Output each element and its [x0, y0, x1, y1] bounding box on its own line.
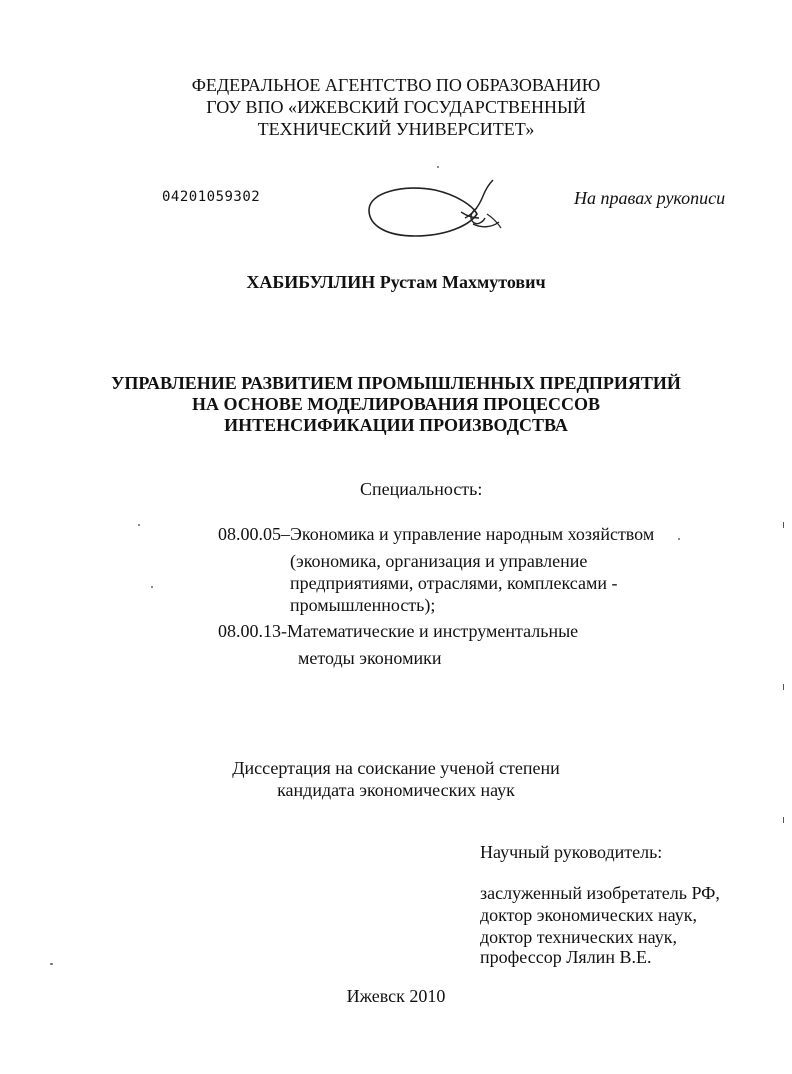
- supervisor-line3: доктор технических наук,: [480, 927, 677, 947]
- place-year: Ижевск 2010: [346, 986, 446, 1006]
- author-name: ХАБИБУЛЛИН Рустам Махмутович: [246, 272, 546, 292]
- scan-speck: [138, 524, 140, 526]
- catalog-number: 04201059302: [162, 189, 261, 205]
- handwritten-signature: [365, 178, 515, 248]
- manuscript-rights: На правах рукописи: [574, 188, 726, 208]
- supervisor-line4: профессор Лялин В.Е.: [480, 947, 652, 967]
- specialty-label: Специальность:: [360, 479, 483, 499]
- specialty-first-code: 08.00.05–Экономика и управление народным хозяйством: [218, 524, 655, 544]
- supervisor-line2: доктор экономических наук,: [480, 905, 697, 925]
- specialty-first-detail-1: (экономика, организация и управление: [290, 551, 588, 571]
- header-agency: ФЕДЕРАЛЬНОЕ АГЕНТСТВО ПО ОБРАЗОВАНИЮ: [191, 75, 601, 95]
- scan-edge-mark: [783, 522, 784, 528]
- scan-speck: [50, 963, 53, 965]
- degree-line2: кандидата экономических наук: [277, 780, 515, 800]
- supervisor-label: Научный руководитель:: [480, 842, 663, 862]
- specialty-second-detail-1: методы экономики: [298, 648, 442, 668]
- scan-speck: [151, 586, 153, 588]
- degree-line1: Диссертация на соискание ученой степени: [232, 758, 560, 778]
- specialty-first-detail-3: промышленность);: [290, 595, 436, 615]
- scan-edge-mark: [783, 817, 784, 823]
- header-university: ТЕХНИЧЕСКИЙ УНИВЕРСИТЕТ»: [257, 119, 535, 139]
- specialty-second-code: 08.00.13-Математические и инструментальные: [218, 621, 579, 641]
- specialty-first-detail-2: предприятиями, отраслями, комплексами -: [290, 573, 618, 593]
- dissertation-title-line1: УПРАВЛЕНИЕ РАЗВИТИЕМ ПРОМЫШЛЕННЫХ ПРЕДПРИЯТИЙ: [111, 373, 681, 393]
- dissertation-title-line2: НА ОСНОВЕ МОДЕЛИРОВАНИЯ ПРОЦЕССОВ: [191, 394, 601, 414]
- scan-edge-mark: [783, 684, 784, 690]
- header-institution: ГОУ ВПО «ИЖЕВСКИЙ ГОСУДАРСТВЕННЫЙ: [206, 97, 586, 117]
- scan-speck: [678, 538, 680, 540]
- supervisor-line1: заслуженный изобретатель РФ,: [480, 883, 720, 903]
- dissertation-title-line3: ИНТЕНСИФИКАЦИИ ПРОИЗВОДСТВА: [224, 415, 568, 435]
- scan-speck: [437, 166, 439, 168]
